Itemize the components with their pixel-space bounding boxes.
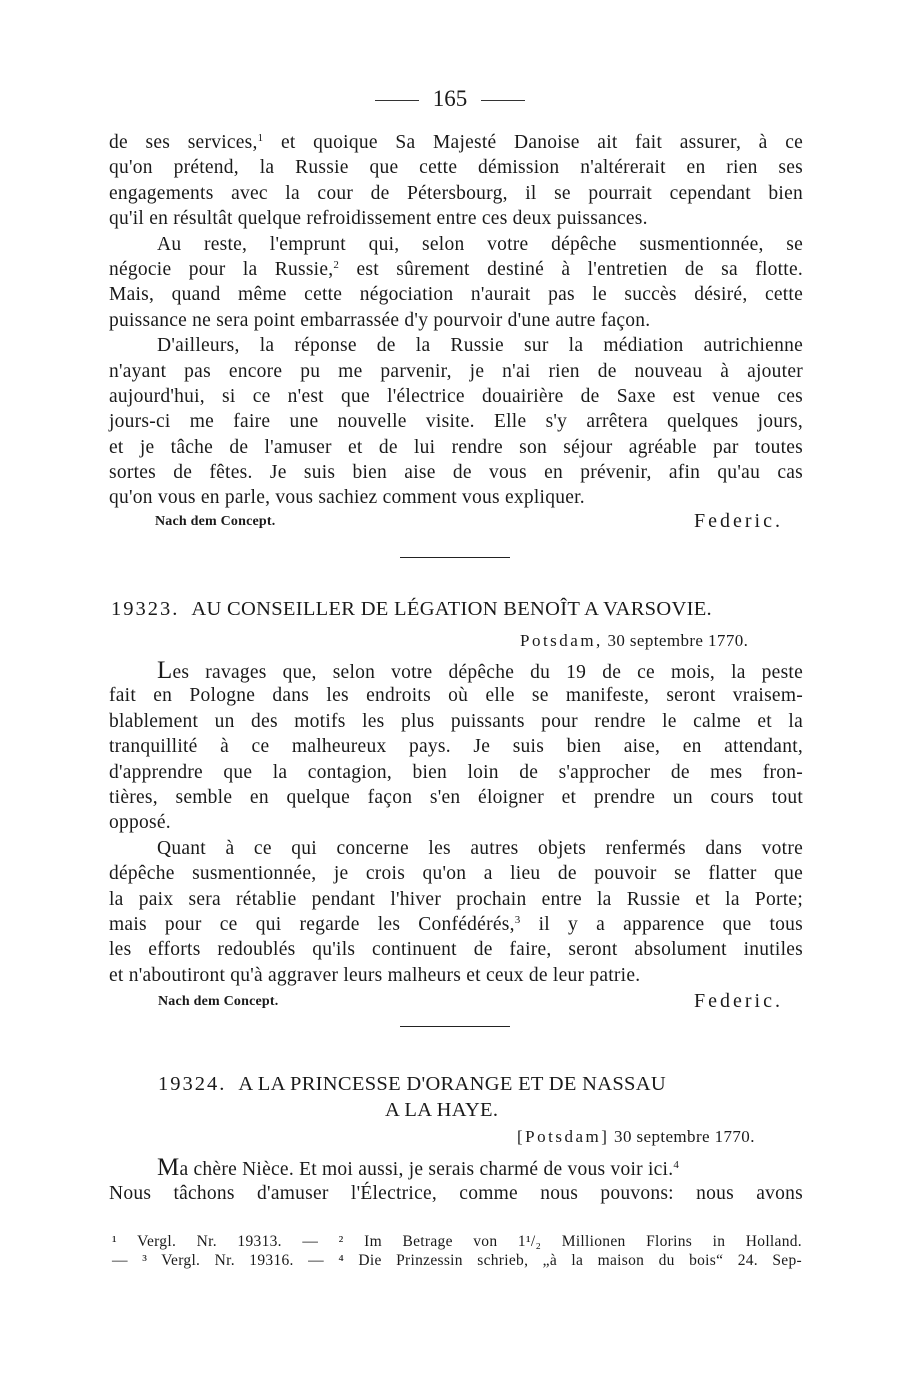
- text-line: qu'on vous en parle, vous sachiez comment vous expliquer.: [109, 487, 585, 509]
- letter-dateline: [520, 631, 748, 651]
- text-line: Ma chère Nièce. Et moi aussi, je serais charmé de vous voir ici.$^4$: [157, 1154, 680, 1181]
- footnote-line: ¹ Vergl. Nr. 19313. — ² Im Betrage von 1¹/₂ Millionen Florins in Holland.: [112, 1233, 802, 1250]
- text-line: les efforts redoublés qu'ils continuent de faire, seront absolument inutiles: [109, 939, 803, 961]
- letter-body: [109, 658, 803, 988]
- page-number-text: 165: [432, 86, 468, 111]
- footnote-marker: 1: [257, 132, 264, 144]
- letter-place: Potsdam,: [520, 631, 603, 650]
- text-line: opposé.: [109, 812, 171, 834]
- text-line: tières, semble en quelque façon s'en éloigner et prendre un cours tout: [109, 786, 803, 808]
- drop-cap: M: [157, 1154, 180, 1181]
- text-line: la paix sera rétablie pendant l'hiver prochain entre la Russie et la Porte;: [109, 888, 803, 910]
- text-line: engagements avec la cour de Pétersbourg, il se pourrait cependant bien: [109, 182, 803, 204]
- text-line: jours-ci me faire une nouvelle visite. Elle s'y arrêtera quelques jours,: [109, 411, 803, 433]
- text-line: mais pour ce qui regarde les Confédérés,$^3$ il y a apparence que tous: [109, 913, 804, 935]
- text-line: Mais, quand même cette négociation n'aurait pas le succès désiré, cette: [109, 284, 803, 306]
- footnote-marker: 3: [514, 913, 521, 926]
- text-line: fait en Pologne dans les endroits où elle se manifeste, seront vraisem-: [109, 685, 803, 707]
- text-line: D'ailleurs, la réponse de la Russie sur la médiation autrichienne: [157, 335, 803, 357]
- text-line: Nous tâchons d'amuser l'Électrice, comme nous pouvons: nous avons: [109, 1183, 803, 1204]
- signature: Federic.: [694, 990, 783, 1012]
- text-line: sortes de fêtes. Je suis bien aise de vous en prévenir, afin qu'au cas: [109, 462, 803, 484]
- text-line: négocie pour la Russie,$^2$ est sûrement destiné à l'entretien de sa flotte.: [109, 258, 803, 280]
- source-note: Nach dem Concept.: [155, 514, 276, 529]
- letter-number: 19323.: [111, 598, 180, 620]
- letter-footer: [109, 990, 783, 1014]
- signature: Federic.: [694, 510, 783, 532]
- section-divider: [400, 1026, 510, 1027]
- text-line: blablement un des motifs les plus puissants pour rendre le calme et la: [109, 710, 803, 732]
- text-line: Les ravages que, selon votre dépêche du 19 de ce mois, la peste: [157, 657, 803, 684]
- text-line: de ses services,$^1$ et quoique Sa Majesté Danoise ait fait assurer, à ce: [109, 132, 804, 153]
- section-divider: [400, 557, 510, 558]
- letter-recipient: A LA PRINCESSE D'ORANGE ET DE NASSAU: [238, 1073, 666, 1095]
- text-line: n'ayant pas encore pu me parvenir, je n'ai rien de nouveau à ajouter: [109, 360, 803, 382]
- page-number-rule-right: [481, 100, 525, 101]
- footnote-marker: 4: [673, 1159, 680, 1171]
- text-line: Quant à ce qui concerne les autres objets renfermés dans votre: [157, 837, 803, 859]
- letter-recipient: AU CONSEILLER DE LÉGATION BENOÎT A VARSOVIE.: [191, 598, 712, 620]
- text-line: aujourd'hui, si ce n'est que l'électrice douairière de Saxe est venue ces: [109, 385, 803, 407]
- letter-heading-line2: A LA HAYE.: [385, 1099, 499, 1121]
- letter-continuation: [109, 130, 803, 511]
- page-number-rule-left: [375, 100, 419, 101]
- text-line: et je tâche de l'amuser et de lui rendre son séjour agréable par toutes: [109, 436, 803, 458]
- text-line: dépêche susmentionnée, je crois qu'on a lieu de pouvoir se flatter que: [109, 863, 803, 885]
- source-note: Nach dem Concept.: [158, 994, 279, 1009]
- letter-body: [109, 1154, 803, 1206]
- letter-number: 19324.: [158, 1073, 227, 1095]
- text-line: et n'aboutiront qu'à aggraver leurs malheurs et ceux de leur patrie.: [109, 964, 641, 986]
- text-line: qu'on prétend, la Russie que cette démission n'altérerait en rien ses: [109, 157, 803, 179]
- text-line: puissance ne sera point embarrassée d'y pourvoir d'une autre façon.: [109, 309, 651, 331]
- footnote-line: — ³ Vergl. Nr. 19316. — ⁴ Die Prinzessin schrieb, „à la maison du bois“ 24. Sep-: [112, 1252, 802, 1269]
- text-line: qu'il en résultât quelque refroidissement entre ces deux puissances.: [109, 208, 648, 230]
- text-line: d'apprendre que la contagion, bien loin de s'approcher de mes fron-: [109, 761, 803, 783]
- text-line: tranquillité à ce malheureux pays. Je suis bien aise, en attendant,: [109, 736, 803, 758]
- letter-date: 30 septembre 1770.: [607, 631, 749, 650]
- letter-dateline: [517, 1127, 755, 1147]
- letter-date: 30 septembre 1770.: [614, 1127, 755, 1146]
- text-line: Au reste, l'emprunt qui, selon votre dépêche susmentionnée, se: [157, 233, 803, 255]
- page-number: [0, 84, 900, 114]
- letter-place: [Potsdam]: [517, 1127, 610, 1146]
- letter-footer: [109, 510, 783, 534]
- letter-heading: [158, 1073, 666, 1096]
- drop-cap: L: [157, 657, 173, 684]
- letter-heading: [111, 598, 712, 621]
- footnote-marker: 2: [333, 258, 340, 271]
